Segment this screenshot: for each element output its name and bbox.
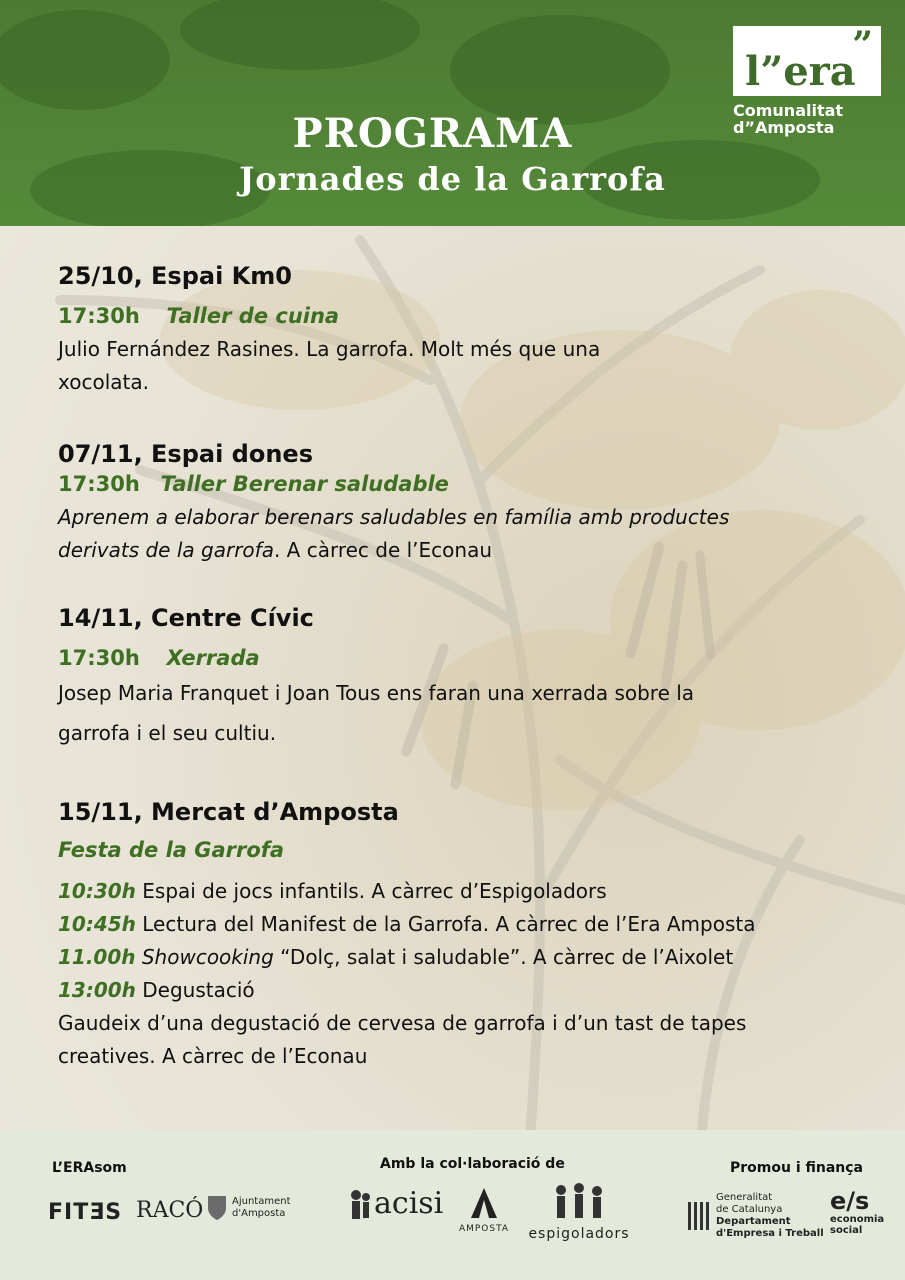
event-description — [58, 501, 858, 567]
collaboration-label: Amb la col·laboració de — [380, 1156, 565, 1172]
schedule-text: Degustació — [135, 978, 255, 1002]
event-time-row — [58, 468, 858, 501]
event-date: 07/11, Espai dones — [58, 440, 313, 468]
event-schedule — [58, 875, 868, 1073]
ajuntament-text — [232, 1196, 291, 1220]
schedule-item — [58, 941, 868, 974]
desc-italic-part: derivats de la garrofa — [58, 538, 274, 562]
senyera-icon — [686, 1200, 712, 1232]
schedule-text: “Dolç, salat i saludable”. A càrrec de l’Aixolet — [273, 945, 734, 969]
event-time-row — [58, 300, 758, 333]
eco-line1: economia — [830, 1214, 885, 1225]
schedule-item — [58, 908, 868, 941]
lera-logo — [733, 26, 881, 136]
schedule-time: 13:00h — [58, 978, 136, 1002]
economia-social-logo — [830, 1188, 890, 1236]
generalitat-text — [716, 1192, 824, 1240]
program-subtitle: Jornades de la Garrofa — [239, 160, 666, 198]
amposta-text: AMPOSTA — [458, 1224, 510, 1234]
eco-line2: social — [830, 1225, 863, 1236]
lera-logo-box — [733, 26, 881, 96]
event-title: Xerrada — [166, 646, 260, 670]
desc-line: Josep Maria Franquet i Joan Tous ens faran una xerrada sobre la — [58, 681, 695, 705]
event-date: 15/11, Mercat d’Amposta — [58, 798, 399, 826]
logo-name: l”era — [745, 48, 856, 95]
desc-line — [58, 534, 858, 567]
event-date: 14/11, Centre Cívic — [58, 604, 314, 632]
event-1 — [58, 262, 758, 399]
ajuntament-logo — [206, 1194, 291, 1222]
desc-tail: . A càrrec de l’Econau — [273, 538, 493, 562]
people-icon — [346, 1187, 374, 1221]
event-title: Taller de cuina — [166, 304, 340, 328]
espigoladors-text: espigoladors — [528, 1226, 630, 1242]
desc-line: Julio Fernández Rasines. La garrofa. Molt més que una — [58, 337, 601, 361]
mountain-icon — [469, 1186, 499, 1220]
raco-logo: RACÓ — [136, 1198, 204, 1223]
logo-quote-mark: ” — [852, 24, 873, 66]
desc-line: Aprenem a elaborar berenars saludables en família amb productes — [58, 505, 730, 529]
gen-line4: d'Empresa i Treball — [716, 1228, 824, 1239]
acisi-text: acisi — [374, 1186, 444, 1221]
event-description — [58, 333, 746, 399]
event-title: Festa de la Garrofa — [58, 838, 285, 862]
event-date: 25/10, Espai Km0 — [58, 262, 292, 290]
event-description — [58, 673, 858, 753]
event-time: 17:30h — [58, 646, 140, 670]
desc-line: creatives. A càrrec de l’Econau — [58, 1044, 368, 1068]
desc-line: xocolata. — [58, 370, 149, 394]
desc-line: Gaudeix d’una degustació de cervesa de garrofa i d’un tast de tapes — [58, 1011, 747, 1035]
funding-label: Promou i finança — [730, 1160, 864, 1176]
event-2 — [58, 440, 858, 567]
schedule-time: 10:30h — [58, 879, 136, 903]
generalitat-logo — [686, 1192, 824, 1240]
gen-line3: Departament — [716, 1216, 791, 1227]
amposta-logo — [456, 1186, 512, 1234]
event-time: 17:30h — [58, 304, 140, 328]
event-time: 17:30h — [58, 472, 140, 496]
desc-line: garrofa i el seu cultiu. — [58, 721, 277, 745]
eco-mark: e/s — [830, 1187, 870, 1215]
lerasom-label: L’ERAsom — [52, 1160, 127, 1176]
gen-line2: de Catalunya — [716, 1204, 783, 1215]
schedule-item — [58, 974, 868, 1007]
gen-line1: Generalitat — [716, 1192, 773, 1203]
event-4 — [58, 798, 868, 1073]
event-time-row — [58, 642, 858, 675]
schedule-italic: Showcooking — [135, 945, 274, 969]
sponsors-footer — [0, 1130, 905, 1280]
event-3 — [58, 604, 858, 753]
acisi-logo — [346, 1186, 443, 1221]
ajuntament-line1: Ajuntament — [232, 1196, 291, 1207]
event-title-row — [58, 834, 868, 867]
schedule-item — [58, 875, 868, 908]
shield-icon — [206, 1194, 228, 1222]
logo-line2: d”Amposta — [733, 118, 835, 137]
logo-subtitle — [733, 102, 881, 136]
fites-logo: FITƎS — [48, 1200, 123, 1225]
schedule-text: Lectura del Manifest de la Garrofa. A càrrec de l’Era Amposta — [135, 912, 756, 936]
schedule-text: Espai de jocs infantils. A càrrec d’Espigoladors — [135, 879, 607, 903]
logo-line1: Comunalitat — [733, 101, 844, 120]
espigoladors-logo — [526, 1182, 632, 1242]
figures-icon — [549, 1182, 609, 1222]
header-banner — [0, 0, 905, 226]
program-title: PROGRAMA — [292, 110, 573, 157]
schedule-time: 11.00h — [58, 945, 136, 969]
schedule-time: 10:45h — [58, 912, 136, 936]
ajuntament-line2: d'Amposta — [232, 1208, 286, 1219]
event-title: Taller Berenar saludable — [160, 472, 449, 496]
